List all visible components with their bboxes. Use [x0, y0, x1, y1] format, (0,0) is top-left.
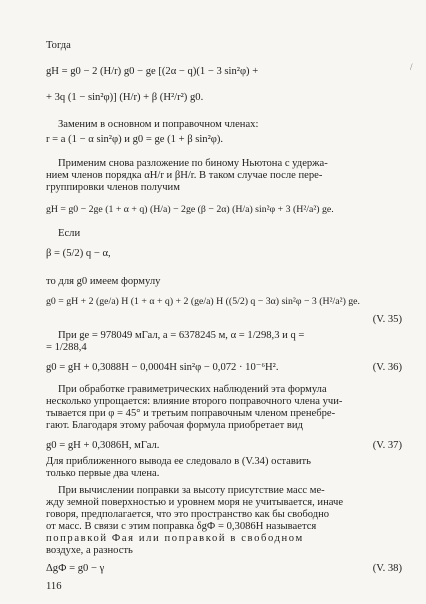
- text-line: При ge = 978049 мГал, a = 6378245 м, α = 1/298,3 и q =: [58, 330, 305, 341]
- equation-number: (V. 37): [372, 440, 402, 451]
- text-line: При вычислении поправки за высоту присутствие масс ме-: [58, 485, 325, 496]
- equation-number: (V. 38): [372, 563, 402, 574]
- formula-line: gН = g0 − 2ge (1 + α + q) (H/a) − 2ge (β − 2α) (H/a) sin²φ + 3 (H²/a²) ge.: [46, 204, 334, 215]
- text-line: Применим снова разложение по биному Ньютона с удержа-: [58, 158, 328, 169]
- text-line: Если: [58, 228, 81, 239]
- formula-line: [46, 440, 402, 452]
- text-line: нием членов порядка αH/r и βH/r. В таком случае после пере-: [46, 170, 323, 181]
- text-line: гают. Благодаря этому рабочая формула приобретает вид: [46, 420, 303, 431]
- text-line: только первые два члена.: [46, 468, 160, 479]
- formula-line: g0 = gН + 2 (ge/a) H (1 + α + q) + 2 (ge/a) H ((5/2) q − 3α) sin²φ − 3 (H²/a²) ge.: [46, 296, 360, 307]
- text-line: жду земной поверхностью и уровнем моря не учитывается, иначе: [46, 497, 344, 508]
- margin-mark: /: [410, 62, 413, 72]
- text-line: = 1/288,4: [46, 342, 87, 353]
- text-line: говоря, предполагается, что это пространство как бы свободно: [46, 509, 330, 520]
- text-line: несколько упрощается: влияние второго поправочного члена учи-: [46, 396, 343, 407]
- text-line: При обработке гравиметрических наблюдений эта формула: [58, 384, 327, 395]
- formula: g0 = gН + 0,3086H, мГал.: [46, 440, 160, 451]
- text-line: то для g0 имеем формулу: [46, 276, 161, 287]
- formula: g0 = gН + 0,3088H − 0,0004H sin²φ − 0,072 · 10⁻⁶H².: [46, 362, 279, 373]
- text-line: Для приближенного вывода ее следовало в (V.34) оставить: [46, 456, 311, 467]
- spaced-term-line: поправкой Фая или поправкой в свободном: [46, 533, 304, 544]
- formula-line: [46, 563, 402, 575]
- text-line: группировки членов получим: [46, 182, 180, 193]
- text-line: тывается при φ = 45° и третьим поправочным членом пренебре-: [46, 408, 336, 419]
- formula: ΔgФ = g0 − γ: [46, 563, 105, 574]
- equation-number: (V. 36): [372, 362, 402, 373]
- formula-line: r = a (1 − α sin²φ) и g0 = ge (1 + β sin²φ).: [46, 134, 224, 145]
- text-line: Тогда: [46, 40, 71, 51]
- page-number: 116: [46, 581, 62, 592]
- formula-line: gН = g0 − 2 (H/r) g0 − ge [(2α − q)(1 − 3 sin²φ) +: [46, 66, 259, 77]
- equation-number: (V. 35): [372, 314, 402, 325]
- text-line: воздухе, а разность: [46, 545, 133, 556]
- formula-line: + 3q (1 − sin²φ)] (H/r) + β (H²/r²) g0.: [46, 92, 204, 103]
- formula-line: β = (5/2) q − α,: [46, 248, 111, 259]
- page: [46, 0, 413, 604]
- text-line: от масс. В связи с этим поправка δgФ = 0,3086H называется: [46, 521, 317, 532]
- text-line: Заменим в основном и поправочном членах:: [58, 119, 259, 130]
- formula-line: [46, 362, 402, 374]
